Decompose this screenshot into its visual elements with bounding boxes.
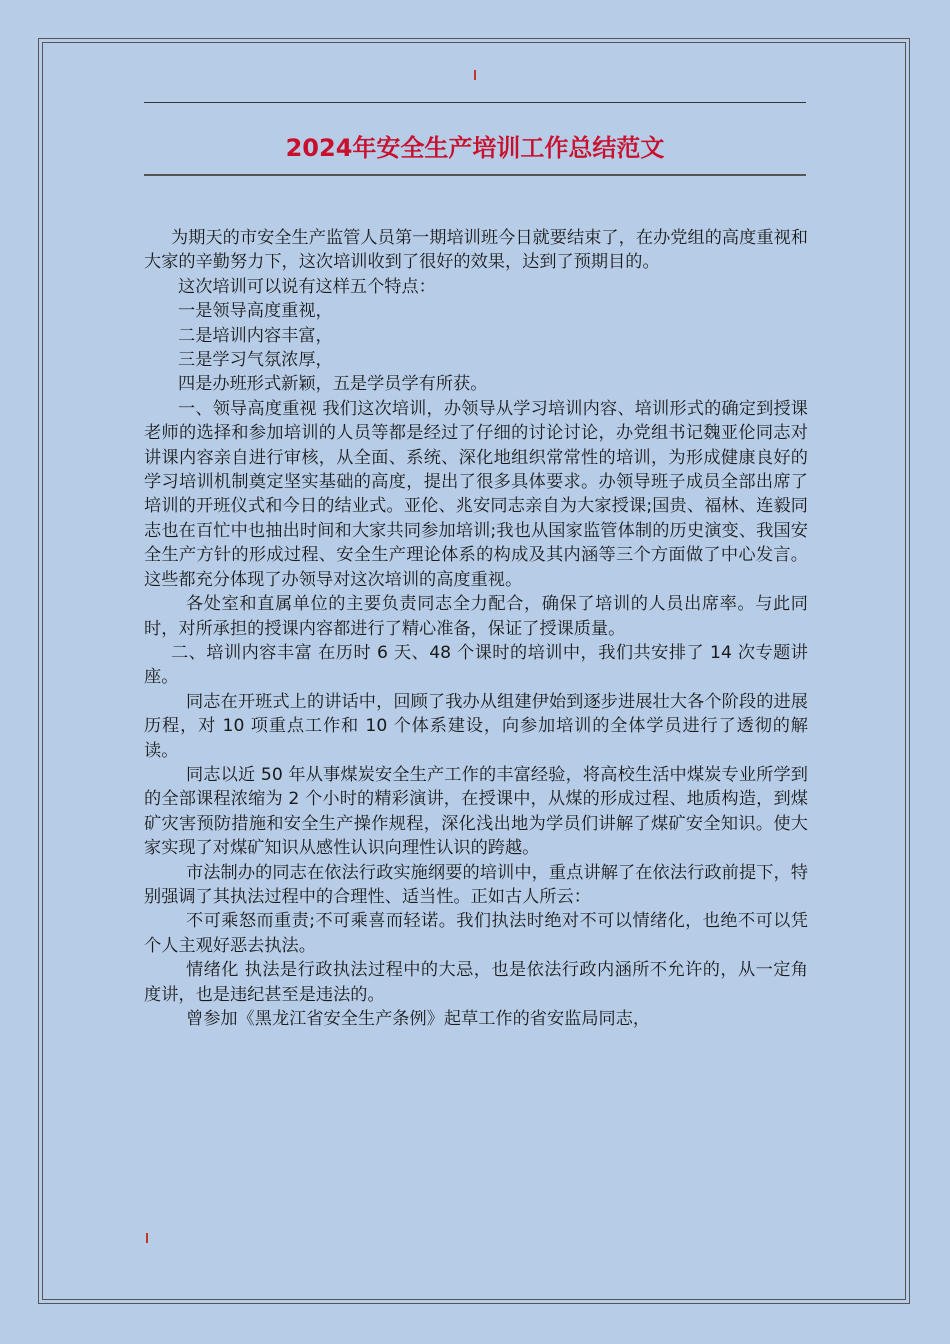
- header-cursor-mark: [474, 70, 476, 80]
- paragraph: 为期天的市安全生产监管人员第一期培训班今日就要结束了，在办党组的高度重视和大家的辛勤努力下，这次培训收到了很好的效果，达到了预期目的。: [144, 228, 808, 273]
- paragraph: 各处室和直属单位的主要负责同志全力配合，确保了培训的人员出席率。与此同时，对所承担的授课内容都进行了精心准备，保证了授课质量。: [144, 594, 808, 639]
- paragraph: 市法制办的同志在依法行政实施纲要的培训中，重点讲解了在依法行政前提下，特别强调了其执法过程中的合理性、适当性。正如古人所云：: [144, 862, 808, 907]
- paragraph: 这次培训可以说有这样五个特点：: [178, 276, 436, 297]
- paragraph: 二是培训内容丰富，: [178, 325, 333, 346]
- footer-cursor-mark: [146, 1233, 148, 1243]
- paragraph: 四是办班形式新颖，五是学员学有所获。: [178, 374, 488, 395]
- document-body: [144, 226, 808, 1031]
- paragraph: 三是学习气氛浓厚，: [178, 350, 333, 371]
- header-rule: [144, 102, 806, 103]
- paragraph: 同志以近 50 年从事煤炭安全生产工作的丰富经验，将高校生活中煤炭专业所学到的全部课程浓缩为 2 个小时的精彩演讲，在授课中，从煤的形成过程、地质构造，到煤矿灾害预防措施和安全生产操作规程，深化浅出地为学员们讲解了煤矿安全知识。使大家实现了对煤矿知识从感性认识向理性认识的跨越。: [144, 764, 808, 859]
- title-rule: [144, 174, 806, 176]
- paragraph: 同志在开班式上的讲话中，回顾了我办从组建伊始到逐步进展壮大各个阶段的进展历程，对 10 项重点工作和 10 个体系建设，向参加培训的全体学员进行了透彻的解读。: [144, 691, 808, 761]
- paragraph: 情绪化 执法是行政执法过程中的大忌，也是依法行政内涵所不允许的，从一定角度讲，也是违纪甚至是违法的。: [144, 960, 808, 1005]
- paragraph: 二、培训内容丰富 在历时 6 天、48 个课时的培训中，我们共安排了 14 次专题讲座。: [144, 642, 808, 688]
- paragraph: 不可乘怒而重责;不可乘喜而轻诺。我们执法时绝对不可以情绪化，也绝不可以凭个人主观好恶去执法。: [144, 911, 808, 956]
- paragraph: 曾参加《黑龙江省安全生产条例》起草工作的省安监局同志，: [186, 1009, 651, 1029]
- paragraph: 一、领导高度重视 我们这次培训，办领导从学习培训内容、培训形式的确定到授课老师的选择和参加培训的人员等都是经过了仔细的讨论讨论，办党组书记魏亚伦同志对讲课内容亲自进行审核，从全面、系统、深化地组织常常性的培训，为形成健康良好的学习培训机制奠定坚实基础的高度，提出了很多具体要求。办领导班子成员全部出席了培训的开班仪式和今日的结业式。亚伦、兆安同志亲自为大家授课;国贵、福林、连毅同志也在百忙中也抽出时间和大家共同参加培训;我也从国家监管体制的历史演变、我国安全生产方针的形成过程、安全生产理论体系的构成及其内涵等三个方面做了中心发言。这些都充分体现了办领导对这次培训的高度重视。: [144, 398, 808, 590]
- paragraph: 一是领导高度重视，: [178, 301, 333, 322]
- document-title: 2024年安全生产培训工作总结范文: [285, 134, 665, 162]
